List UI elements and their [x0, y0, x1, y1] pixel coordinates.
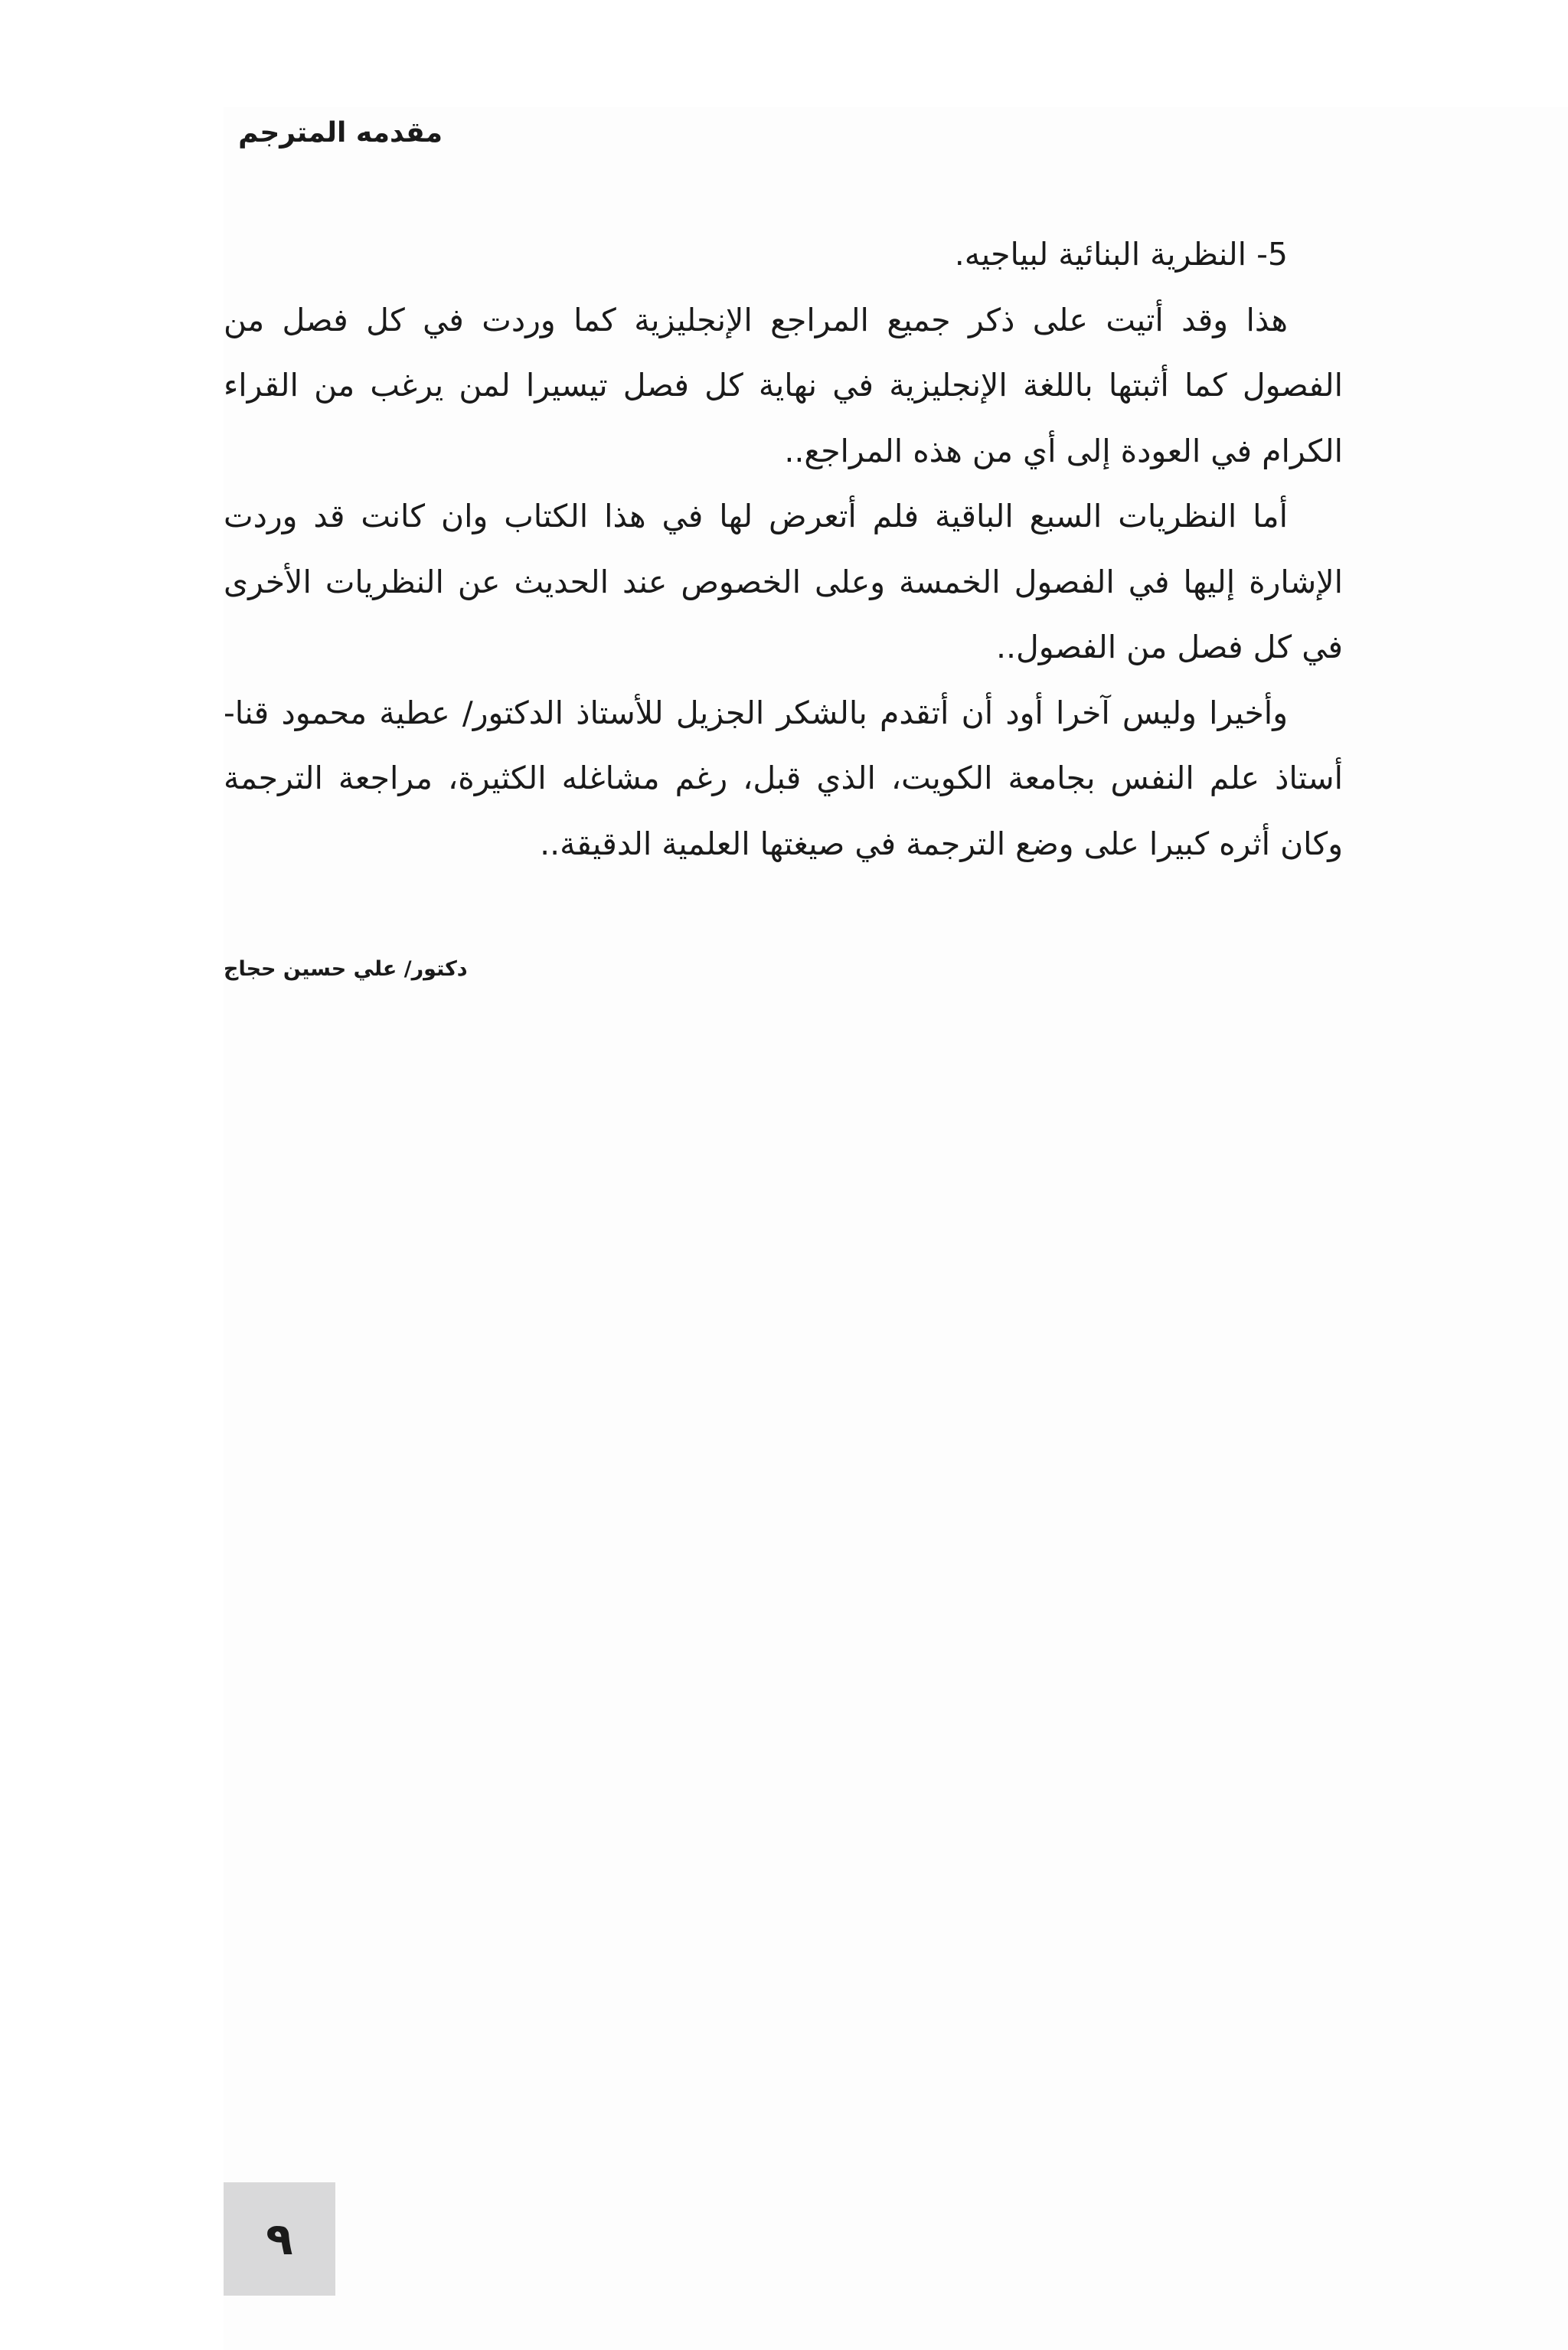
body-text — [224, 222, 1343, 877]
paragraph-remaining-theories: أما النظريات السبع الباقية فلم أتعرض لها في هذا الكتاب وان كانت قد وردت الإشارة إليها في الفصول الخمسة وعلى الخصوص عند الحديث عن النظريات الأخرى في كل فصل من الفصول.. — [224, 498, 1343, 665]
paragraph-acknowledgement: وأخيرا وليس آخرا أود أن أتقدم بالشكر الجزيل للأستاذ الدكتور/ عطية محمود قنا-أستاذ علم النفس بجامعة الكويت، الذي قبل، رغم مشاغله الكثيرة، مراجعة الترجمة وكان أثره كبيرا على وضع الترجمة في صيغتها العلمية الدقيقة.. — [224, 694, 1343, 862]
paragraph-references: هذا وقد أتيت على ذكر جميع المراجع الإنجليزية كما وردت في كل فصل من الفصول كما أثبتها باللغة الإنجليزية في نهاية كل فصل تيسيرا لمن يرغب من القراء الكرام في العودة إلى أي من هذه المراجع.. — [224, 301, 1343, 469]
page-number-box — [224, 2182, 335, 2296]
page-number: ٩ — [266, 2213, 293, 2265]
paragraph-theory-item: 5- النظرية البنائية لبياجيه. — [954, 236, 1288, 273]
translator-signature: دكتور/ علي حسين حجاج — [224, 957, 468, 981]
running-header: مقدمه المترجم — [238, 117, 443, 149]
